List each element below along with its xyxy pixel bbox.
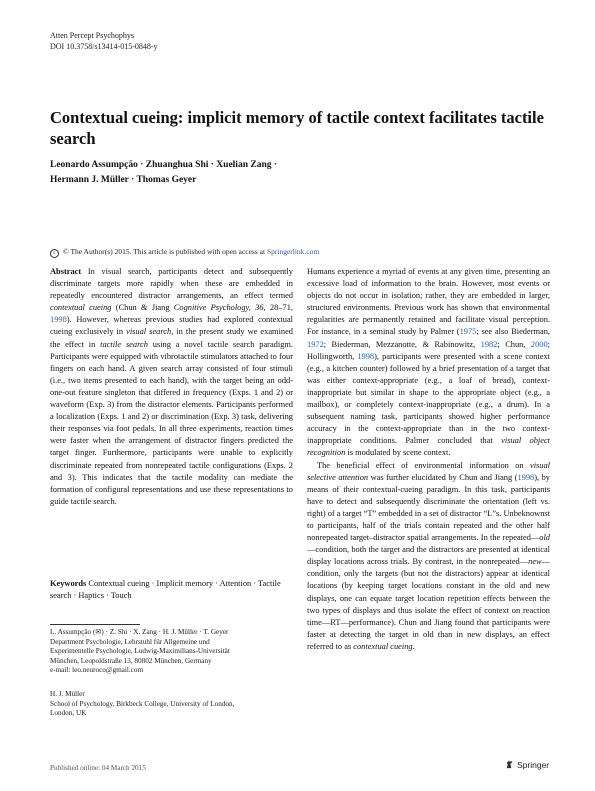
citation-link[interactable]: 2000	[530, 339, 548, 349]
abstract-text: (Chun & Jiang	[111, 303, 174, 313]
open-access-notice	[50, 247, 319, 258]
body-text: —condition, both the target and the distractors are presented at identical display locations across trials. By contrast, in the nonrepeated—	[307, 545, 550, 567]
abstract-text: , in the present study we examined the effect in	[50, 327, 293, 349]
body-text: ), by means of their contextual-cueing paradigm. In this task, participants have to detect and subsequently discriminate the orientation (left vs. right) of a target “T” embedded in a set of distractor “L”s. Unbeknownst to participants, half of the trials contain repeated and the other half nonrepeated target–distractor spatial arrangements. In the repeated—	[307, 472, 550, 543]
citation-link[interactable]: 1998	[357, 351, 375, 361]
email-address[interactable]: e-mail: leo.neuroco@gmail.com	[50, 666, 144, 675]
body-paragraph-1	[307, 266, 550, 460]
body-text: —condition, only the targets (but not the distractors) appear at identical locations (by keeping target locations constant in the old and new displays, one can equate target location repetition effects between the two types of displays and thus isolate the effect of context on reaction time—RT—performance). Chun and Jiang found that participants were faster at detecting the target in old than in new displays, an effect referred to as	[307, 557, 550, 651]
body-paragraph-2	[307, 460, 550, 654]
author-list	[50, 158, 550, 188]
body-italic: visual selective attention	[307, 460, 550, 482]
affiliation-primary	[50, 628, 293, 676]
affiliation-line: School of Psychology, Birkbeck College, University of London,	[50, 699, 235, 708]
keywords	[50, 578, 293, 602]
springerlink-link[interactable]: Springerlink.com	[266, 247, 320, 256]
affiliation-secondary	[50, 690, 293, 719]
keywords-heading: Keywords	[50, 579, 87, 588]
body-text: ; Biederman, Mezzanotte, & Rabinowitz,	[323, 339, 481, 349]
creative-commons-icon: c	[50, 249, 59, 258]
paper-title: Contextual cueing: implicit memory of tactile context facilitates tactile search	[50, 108, 544, 148]
abstract-italic: contextual cueing	[50, 303, 112, 313]
abstract-text: 28–71,	[265, 303, 293, 313]
body-text: is modulated by scene context.	[345, 448, 451, 458]
affiliation-line: London, UK	[50, 709, 87, 718]
keywords-text: Contextual cueing · Implicit memory · Attention · Tactile search · Haptics · Touch	[50, 579, 281, 601]
citation-link[interactable]: 1998	[50, 315, 67, 325]
body-italic: contextual cueing.	[353, 641, 415, 651]
footnote-divider	[50, 624, 140, 625]
body-text: The beneficial effect of environmental information on	[317, 460, 530, 470]
body-text: ; Chun,	[497, 339, 531, 349]
abstract-heading: Abstract	[50, 267, 82, 276]
abstract	[50, 266, 293, 508]
journal-header	[50, 30, 158, 52]
body-text: ; Hollingworth,	[307, 339, 550, 361]
abstract-italic: tactile search	[100, 339, 148, 349]
body-text: Humans experience a myriad of events at any given time, presenting an excessive load of information to the brain. However, most events or objects do not occur in isolation; rather, they are embedded in larger, structured environments. Previous work has shown that environmental regularities are permanently retained and facilitate visual perception. For instance, in a seminal study by Palmer (	[307, 267, 550, 337]
affiliation-line: Experimentelle Psychologie, Ludwig-Maximilians-Universität	[50, 647, 230, 656]
affiliation-authors: L. Assumpção (✉) · Z. Shi · X. Zang · H. J. Müller · T. Geyer	[50, 628, 229, 636]
published-date: Published online: 04 March 2015	[50, 764, 146, 772]
abstract-italic: Cognitive Psychology, 36,	[173, 303, 266, 313]
introduction-body	[307, 266, 550, 653]
abstract-text: using a novel tactile search paradigm. Participants were equipped with vibrotactile stimulators attached to four fingers on each hand. A given search array consisted of four stimuli (i.e., two items presented to each hand), with the target being an odd-one-out feature singleton that differed in frequency (Exps. 1 and 2) or waveform (Exp. 3) from the distractor elements. Participants performed a localization (Exps. 1 and 2) or discrimination (Exp. 3) task, delivering their responses via foot pedals. In all three experiments, reaction times were faster when the arrangement of distractor fingers predicted the target finger. Furthermore, participants were unable to explicitly discriminate repeated from nonrepeated tactile configurations (Exps. 2 and 3). This indicates that the tactile modality can mediate the formation of configural representations and use these representations to guide tactile search.	[50, 339, 293, 506]
author-line-2[interactable]: Hermann J. Müller · Thomas Geyer	[50, 175, 197, 185]
doi-line[interactable]: DOI 10.3758/s13414-015-0848-y	[50, 42, 158, 51]
publisher-logo	[505, 760, 549, 770]
body-text: ; see also Biederman,	[476, 327, 550, 337]
author-line-1[interactable]: Leonardo Assumpção · Zhuanghua Shi · Xuelian Zang ·	[50, 160, 278, 170]
body-italic: visual object recognition	[307, 436, 550, 458]
affiliation-authors: H. J. Müller	[50, 690, 85, 698]
affiliation-line: Department Psychologie, Lehrstuhl für Allgemeine und	[50, 637, 210, 646]
journal-name: Atten Percept Psychophys	[50, 31, 134, 40]
citation-link[interactable]: 1972	[307, 339, 324, 349]
abstract-italic: visual search	[126, 327, 172, 337]
abstract-text: In visual search, participants detect and subsequently discriminate targets more rapidly when these are embedded in repeatedly encountered distractor arrangements, an effect termed	[50, 267, 293, 301]
springer-horse-icon	[505, 760, 514, 769]
body-text: was further elucidated by Chun and Jiang (	[368, 472, 518, 482]
open-access-text: © The Author(s) 2015. This article is published with open access at	[63, 247, 267, 256]
affiliation-line: München, Leopoldstraße 13, 80802 München, Germany	[50, 656, 212, 665]
body-text: ), participants were presented with a scene context (e.g., a kitchen counter) followed by a brief presentation of a target that was either context-appropriate (e.g., a loaf of bread), context-inappropriate but similar in shape to the appropriate object (e.g., a mailbox), or completely context-inappropriate (e.g., a drum). In a subsequent naming task, participants showed higher performance accuracy in the context-appropriate than in the two context-inappropriate conditions. Palmer concluded that	[307, 351, 551, 446]
citation-link[interactable]: 1998	[517, 472, 535, 482]
publisher-name: Springer	[517, 760, 550, 770]
body-italic: old	[539, 533, 550, 543]
body-italic: new	[528, 557, 542, 567]
abstract-text: ). However, whereas previous studies had explored contextual cueing exclusively in	[50, 315, 293, 337]
citation-link[interactable]: 1975	[459, 327, 477, 337]
citation-link[interactable]: 1982	[480, 339, 498, 349]
